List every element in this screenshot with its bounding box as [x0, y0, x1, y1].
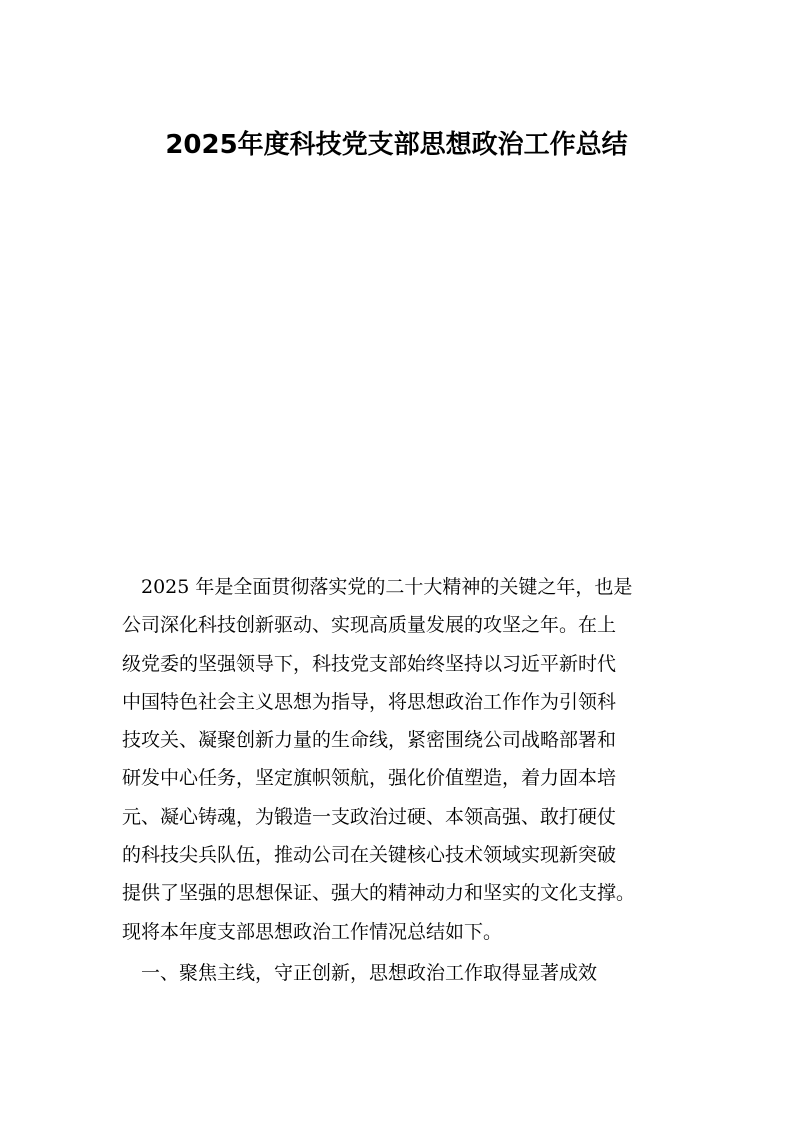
paragraph-line: 技攻关、凝聚创新力量的生命线，紧密围绕公司战略部署和 [122, 729, 617, 752]
paragraph-line: 级党委的坚强领导下，科技党支部始终坚持以习近平新时代 [122, 652, 617, 675]
paragraph-line: 提供了坚强的思想保证、强大的精神动力和坚实的文化支撑。 [122, 882, 636, 905]
paragraph-line: 公司深化科技创新驱动、实现高质量发展的攻坚之年。在上 [122, 614, 617, 637]
document-body [122, 568, 692, 992]
paragraph-line: 中国特色社会主义思想为指导，将思想政治工作作为引领科 [122, 690, 617, 713]
paragraph-line: 2025 年是全面贯彻落实党的二十大精神的关键之年，也是 [141, 576, 633, 598]
paragraph-line: 的科技尖兵队伍，推动公司在关键核心技术领域实现新突破 [122, 844, 617, 867]
paragraph-line: 研发中心任务，坚定旗帜领航，强化价值塑造，着力固本培 [122, 767, 617, 790]
document-title: 2025年度科技党支部思想政治工作总结 [165, 130, 628, 160]
paragraph-line: 现将本年度支部思想政治工作情况总结如下。 [122, 920, 503, 943]
section-heading: 一、聚焦主线，守正创新，思想政治工作取得显著成效 [141, 961, 598, 984]
paragraph-line: 元、凝心铸魂，为锻造一支政治过硬、本领高强、敢打硬仗 [122, 805, 617, 828]
